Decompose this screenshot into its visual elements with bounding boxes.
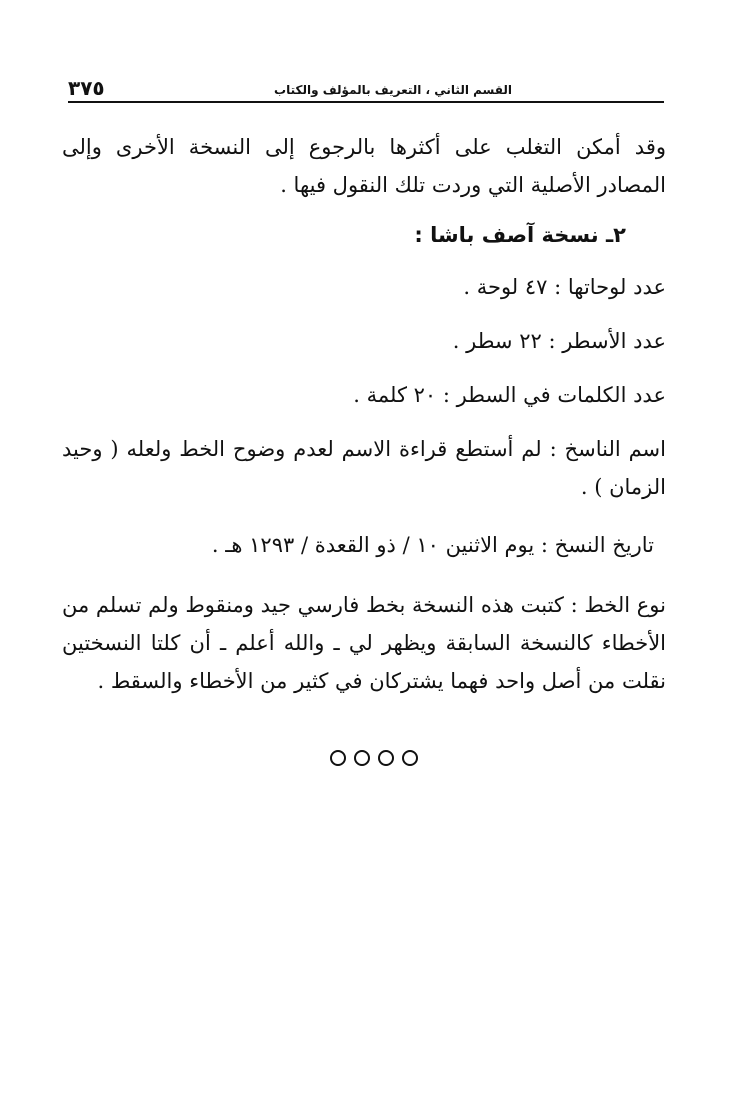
field-line-count: عدد الأسطر : ٢٢ سطر . <box>452 329 666 353</box>
ornament-circle-icon <box>402 750 418 766</box>
section-heading: ٢ـ نسخة آصف باشا : <box>414 223 626 247</box>
field-copyist: اسم الناسخ : لم أستطع قراءة الاسم لعدم وضوح الخط ولعله ( وحيد الزمان ) . <box>62 437 666 499</box>
field-script-type: نوع الخط : كتبت هذه النسخة بخط فارسي جيد ومنقوط ولم تسلم من الأخطاء كالنسخة السابقة ويظهر لي ـ والله أعلم ـ أن كلتا النسختين نقلت من أصل واحد فهما يشتركان في كثير من الأخطاء والسقط . <box>62 593 666 693</box>
field-copy-date: تاريخ النسخ : يوم الاثنين ١٠ / ذو القعدة / ١٢٩٣ هـ . <box>211 533 654 557</box>
page-body <box>62 128 666 714</box>
ornament-circle-icon <box>354 750 370 766</box>
header-divider <box>68 101 664 103</box>
field-words-per-line: عدد الكلمات في السطر : ٢٠ كلمة . <box>353 383 666 407</box>
intro-paragraph: وقد أمكن التغلب على أكثرها بالرجوع إلى النسخة الأخرى وإلى المصادر الأصلية التي وردت تلك النقول فيها . <box>62 135 666 197</box>
ornament-circle-icon <box>330 750 346 766</box>
section-end-ornament <box>0 750 747 766</box>
page-number: ٣٧٥ <box>68 76 105 100</box>
running-header-title: القسم الثاني ، التعريف بالمؤلف والكتاب <box>274 83 512 97</box>
ornament-circle-icon <box>378 750 394 766</box>
running-header <box>68 72 664 100</box>
field-folio-count: عدد لوحاتها : ٤٧ لوحة . <box>463 275 666 299</box>
